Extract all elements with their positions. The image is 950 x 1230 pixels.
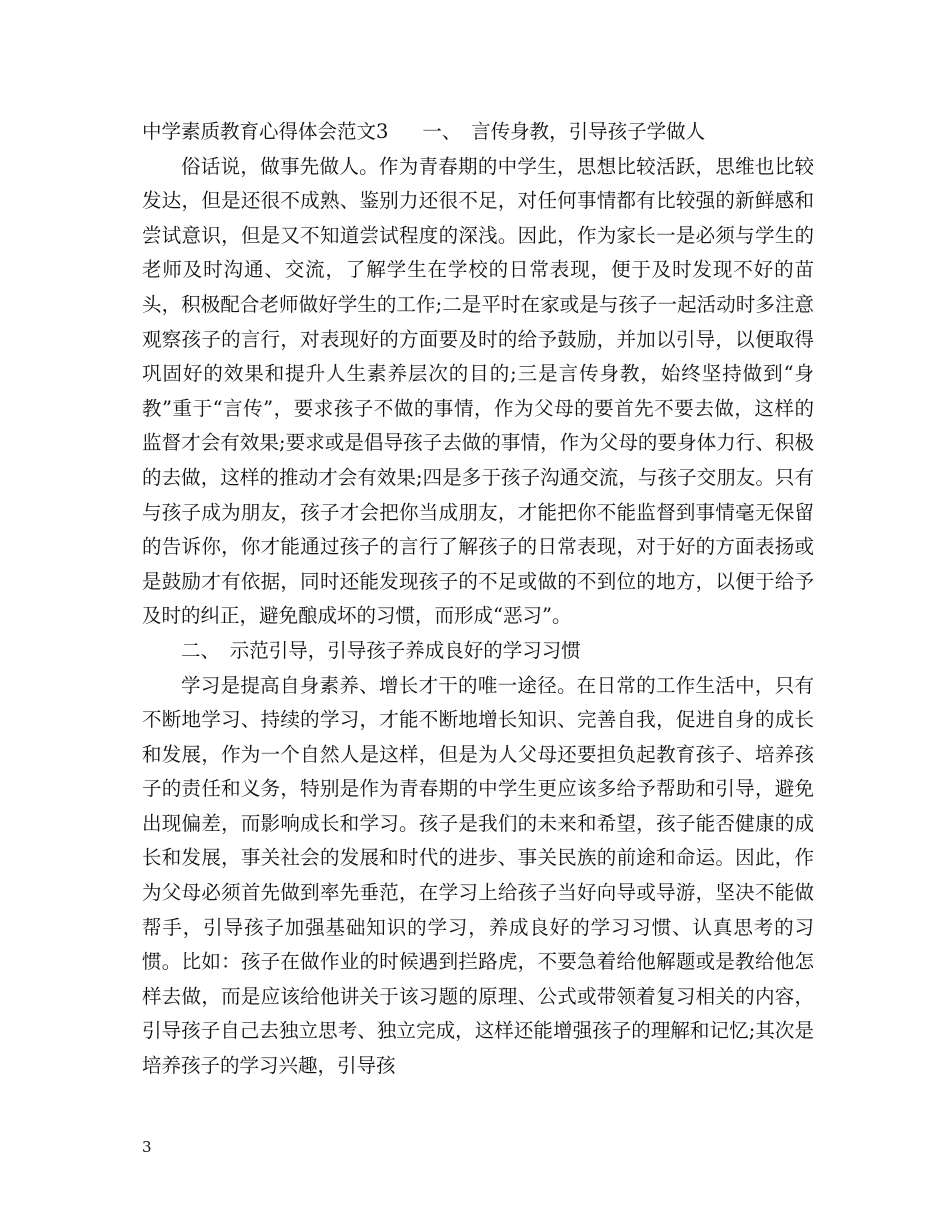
- section1-paragraph: 俗话说，做事先做人。作为青春期的中学生，思想比较活跃，思维也比较发达，但是还很不成熟、鉴别力还很不足，对任何事情都有比较强的新鲜感和尝试意识，但是又不知道尝试程度的深浅。因此，作为家长一是必须与学生的老师及时沟通、交流，了解学生在学校的日常表现，便于及时发现不好的苗头，积极配合老师做好学生的工作;二是平时在家或是与孩子一起活动时多注意观察孩子的言行，对表现好的方面要及时的给予鼓励，并加以引导，以便取得巩固好的效果和提升人生素养层次的目的;三是言传身教，始终坚持做到“身教”重于“言传”，要求孩子不做的事情，作为父母的要首先不要去做，这样的监督才会有效果;要求或是倡导孩子去做的事情，作为父母的要身体力行、积极的去做，这样的推动才会有效果;四是多于孩子沟通交流，与孩子交朋友。只有与孩子成为朋友，孩子才会把你当成朋友，才能把你不能监督到事情毫无保留的告诉你，你才能通过孩子的言行了解孩子的日常表现，对于好的方面表扬或是鼓励才有依据，同时还能发现孩子的不足或做的不到位的地方，以便于给予及时的纠正，避免酿成坏的习惯，而形成“恶习”。: [142, 154, 814, 628]
- section1-heading: 一、 言传身教，引导孩子学做人: [422, 120, 706, 143]
- page-number: 3: [142, 1138, 152, 1156]
- section2-heading: 二、 示范引导，引导孩子养成良好的学习习惯: [181, 638, 581, 662]
- document-body: [142, 115, 814, 1084]
- document-title: 中学素质教育心得体会范文3: [142, 120, 389, 143]
- title-line: [142, 115, 814, 150]
- section2-paragraph: 学习是提高自身素养、增长才干的唯一途径。在日常的工作生活中，只有不断地学习、持续的学习，才能不断地增长知识、完善自我，促进自身的成长和发展，作为一个自然人是这样，但是为人父母还要担负起教育孩子、培养孩子的责任和义务，特别是作为青春期的中学生更应该多给予帮助和引导，避免出现偏差，而影响成长和学习。孩子是我们的未来和希望，孩子能否健康的成长和发展，事关社会的发展和时代的进步、事关民族的前途和命运。因此，作为父母必须首先做到率先垂范，在学习上给孩子当好向导或导游，坚决不能做帮手，引导孩子加强基础知识的学习，养成良好的学习习惯、认真思考的习惯。比如：孩子在做作业的时候遇到拦路虎，不要急着给他解题或是教给他怎样去做，而是应该给他讲关于该习题的原理、公式或带领着复习相关的内容，引导孩子自己去独立思考、独立完成，这样还能增强孩子的理解和记忆;其次是培养孩子的学习兴趣，引导孩: [142, 673, 814, 1078]
